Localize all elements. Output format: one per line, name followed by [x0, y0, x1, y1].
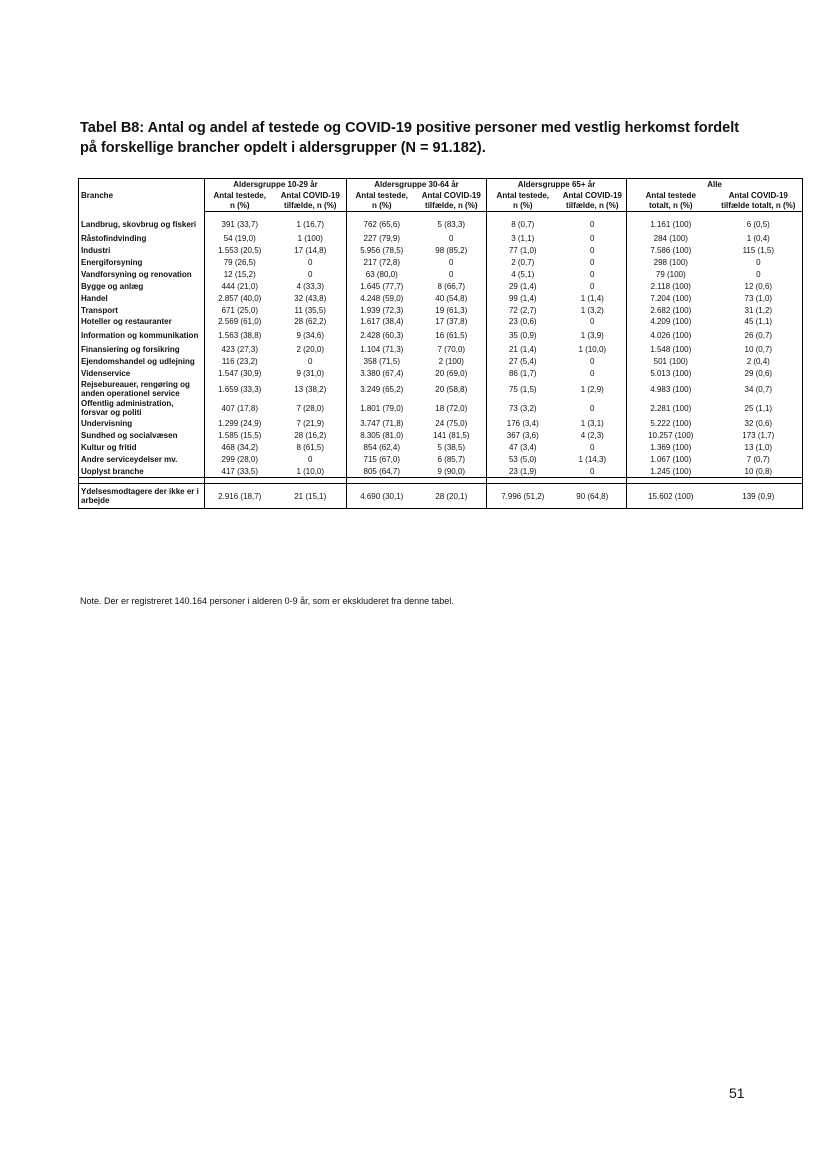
- value-cell: 367 (3,6): [487, 430, 559, 442]
- value-cell: 35 (0,9): [487, 328, 559, 344]
- value-cell: 28 (62,2): [294, 317, 327, 327]
- data-table: [78, 178, 803, 509]
- value-cell: 1.547 (30,9): [205, 368, 275, 380]
- value-cell: 2.916 (18,7): [205, 484, 275, 509]
- value-cell: 391 (33,7): [205, 217, 275, 233]
- value-cell: 54 (19,0): [205, 233, 275, 245]
- value-cell: 4.690 (30,1): [347, 484, 417, 509]
- value-cell: 7.996 (51,2): [487, 484, 559, 509]
- value-cell: 4.209 (100): [627, 316, 715, 328]
- value-cell: 4 (33,3): [296, 281, 325, 291]
- value-cell: 79 (100): [627, 269, 715, 281]
- value-cell: 99 (1,4): [487, 292, 559, 304]
- value-cell: 15.602 (100): [627, 484, 715, 509]
- value-cell: 4 (5,1): [487, 269, 559, 281]
- value-cell: 0: [590, 403, 595, 413]
- value-cell: 0: [449, 257, 454, 267]
- value-cell: 27 (5,4): [487, 356, 559, 368]
- value-cell: 13 (38,2): [294, 384, 327, 394]
- value-cell: 2 (0,7): [487, 257, 559, 269]
- table-row: [79, 292, 803, 304]
- value-cell: 3.249 (65,2): [347, 380, 417, 399]
- value-cell: 8 (0,7): [487, 217, 559, 233]
- value-cell: 20 (69,0): [435, 369, 468, 379]
- value-cell: 0: [590, 357, 595, 367]
- value-cell: 13 (1,0): [744, 442, 773, 452]
- value-cell: 1 (10,0): [275, 465, 347, 477]
- table-row: [79, 442, 803, 454]
- value-cell: 0: [590, 234, 595, 244]
- value-cell: 1 (100): [297, 234, 323, 244]
- value-cell: 6 (0,5): [746, 220, 770, 230]
- value-cell: 2.569 (61,0): [205, 316, 275, 328]
- value-cell: 32 (43,8): [294, 293, 327, 303]
- value-cell: 139 (0,9): [742, 491, 775, 501]
- value-cell: 10 (0,8): [715, 465, 803, 477]
- value-cell: 0: [559, 465, 627, 477]
- value-cell: 1.939 (72,3): [347, 304, 417, 316]
- col-header: Antal COVID-19: [421, 191, 481, 201]
- value-cell: 4.026 (100): [627, 328, 715, 344]
- value-cell: 21 (1,4): [487, 344, 559, 356]
- col-header: Antal COVID-19: [562, 191, 622, 201]
- value-cell: 2 (100): [438, 357, 464, 367]
- value-cell: 7 (70,0): [437, 345, 466, 355]
- value-cell: 1 (1,4): [580, 293, 604, 303]
- table-row: [79, 356, 803, 368]
- value-cell: 34 (0,7): [744, 384, 773, 394]
- branche-cell: Uoplyst branche: [79, 465, 205, 477]
- branche-cell: Rejsebureauer, rengøring og anden operationel service: [81, 379, 190, 399]
- value-cell: 854 (62,4): [347, 442, 417, 454]
- table-row: [79, 399, 803, 418]
- value-cell: 501 (100): [627, 356, 715, 368]
- table-row: [79, 368, 803, 380]
- value-cell: 5 (38,5): [437, 442, 466, 452]
- value-cell: 8 (66,7): [437, 281, 466, 291]
- value-cell: 75 (1,5): [487, 380, 559, 399]
- value-cell: 73 (3,2): [487, 399, 559, 418]
- branche-cell: Bygge og anlæg: [81, 281, 144, 291]
- col-header: Antal testede,: [205, 191, 275, 201]
- value-cell: 19 (61,3): [435, 305, 468, 315]
- value-cell: 2.428 (60,3): [347, 328, 417, 344]
- col-header: n (%): [205, 201, 275, 212]
- value-cell: 1.299 (24,9): [205, 418, 275, 430]
- value-cell: 671 (25,0): [205, 304, 275, 316]
- branche-cell: Ydelsesmodtagere der ikke er i arbejde: [81, 486, 199, 506]
- value-cell: 17 (37,8): [435, 317, 468, 327]
- value-cell: 5.013 (100): [627, 368, 715, 380]
- value-cell: 407 (17,8): [205, 399, 275, 418]
- value-cell: 10 (0,7): [744, 345, 773, 355]
- col-header: Antal testede,: [487, 191, 559, 201]
- value-cell: 0: [590, 257, 595, 267]
- value-cell: 0: [308, 257, 313, 267]
- table-row: [79, 233, 803, 245]
- value-cell: 0: [590, 220, 595, 230]
- branche-cell: Offentlig administration, forsvar og politi: [81, 398, 174, 418]
- value-cell: 298 (100): [627, 257, 715, 269]
- table-row: [79, 465, 803, 477]
- value-cell: 2.281 (100): [627, 399, 715, 418]
- value-cell: 0: [449, 234, 454, 244]
- col-header: tilfælde, n (%): [559, 201, 627, 212]
- col-header: tilfælde, n (%): [417, 201, 487, 212]
- value-cell: 141 (81,5): [433, 430, 470, 440]
- value-cell: 63 (80,0): [347, 269, 417, 281]
- value-cell: 12 (15,2): [205, 269, 275, 281]
- value-cell: 1.645 (77,7): [347, 281, 417, 293]
- col-header: Antal testede,: [347, 191, 417, 201]
- value-cell: 6 (85,7): [437, 454, 466, 464]
- value-cell: 29 (1,4): [487, 281, 559, 293]
- value-cell: 0: [590, 246, 595, 256]
- value-cell: 0: [590, 317, 595, 327]
- value-cell: 423 (27,3): [205, 344, 275, 356]
- value-cell: 21 (15,1): [294, 491, 327, 501]
- value-cell: 2.857 (40,0): [205, 292, 275, 304]
- value-cell: 4 (2,3): [580, 430, 604, 440]
- table-row: [79, 269, 803, 281]
- value-cell: 0: [590, 442, 595, 452]
- value-cell: 72 (2,7): [487, 304, 559, 316]
- branche-cell: Vandforsyning og renovation: [81, 269, 192, 279]
- value-cell: 1.104 (71,3): [347, 344, 417, 356]
- value-cell: 358 (71,5): [347, 356, 417, 368]
- branche-cell: Energiforsyning: [81, 257, 143, 267]
- col-header: tilfælde totalt, n (%): [715, 201, 803, 212]
- value-cell: 23 (1,9): [487, 465, 559, 477]
- value-cell: 1 (2,9): [580, 384, 604, 394]
- value-cell: 7.586 (100): [627, 245, 715, 257]
- value-cell: 1 (16,7): [296, 220, 325, 230]
- header-row-groups: [79, 179, 803, 192]
- value-cell: 1.563 (38,8): [205, 328, 275, 344]
- value-cell: 1 (10,0): [578, 345, 607, 355]
- branche-cell: Sundhed og socialvæsen: [81, 430, 178, 440]
- value-cell: 1.585 (15,5): [205, 430, 275, 442]
- branche-cell: Råstofindvinding: [81, 234, 147, 244]
- value-cell: 1 (14,3): [578, 454, 607, 464]
- group-header-alle: Alle: [627, 179, 803, 192]
- value-cell: 32 (0,6): [744, 418, 773, 428]
- branche-cell: Videnservice: [81, 369, 131, 379]
- value-cell: 5 (83,3): [437, 220, 466, 230]
- value-cell: 805 (64,7): [347, 465, 417, 477]
- branche-cell: Handel: [81, 293, 108, 303]
- value-cell: 1.548 (100): [627, 344, 715, 356]
- value-cell: 0: [308, 357, 313, 367]
- value-cell: 79 (26,5): [205, 257, 275, 269]
- table-title: Tabel B8: Antal og andel af testede og COVID-19 positive personer med vestlig herkomst fordelt på forskellige brancher opdelt i aldersgrupper (N = 91.182).: [80, 120, 740, 156]
- value-cell: 1.369 (100): [627, 442, 715, 454]
- value-cell: 40 (54,8): [435, 293, 468, 303]
- branche-cell: Hoteller og restauranter: [81, 317, 172, 327]
- value-cell: 17 (14,8): [294, 246, 327, 256]
- value-cell: 1.067 (100): [627, 453, 715, 465]
- value-cell: 86 (1,7): [487, 368, 559, 380]
- value-cell: 116 (23,2): [205, 356, 275, 368]
- value-cell: 8 (61,5): [296, 442, 325, 452]
- table-row: [79, 257, 803, 269]
- value-cell: 9 (34,6): [296, 331, 325, 341]
- value-cell: 77 (1,0): [487, 245, 559, 257]
- value-cell: 0: [590, 369, 595, 379]
- value-cell: 762 (65,6): [347, 217, 417, 233]
- table-row: [79, 328, 803, 344]
- branche-cell: Transport: [81, 305, 118, 315]
- value-cell: 0: [308, 269, 313, 279]
- branche-cell: Information og kommunikation: [81, 331, 199, 341]
- value-cell: 0: [308, 454, 313, 464]
- value-cell: 1 (3,2): [580, 305, 604, 315]
- value-cell: 2.682 (100): [627, 304, 715, 316]
- table-row: [79, 430, 803, 442]
- col-header: Antal testede: [627, 191, 715, 201]
- value-cell: 0: [756, 257, 761, 267]
- value-cell: 715 (67,0): [347, 453, 417, 465]
- col-header: tilfælde, n (%): [275, 201, 347, 212]
- group-header-65plus: Aldersgruppe 65+ år: [487, 179, 627, 192]
- value-cell: 1.659 (33,3): [205, 380, 275, 399]
- col-header: totalt, n (%): [627, 201, 715, 212]
- value-cell: 10.257 (100): [627, 430, 715, 442]
- value-cell: 24 (75,0): [435, 418, 468, 428]
- value-cell: 4.983 (100): [627, 380, 715, 399]
- value-cell: 1 (3,9): [580, 331, 604, 341]
- value-cell: 1.617 (38,4): [347, 316, 417, 328]
- value-cell: 7 (21,9): [296, 418, 325, 428]
- value-cell: 7.204 (100): [627, 292, 715, 304]
- value-cell: 173 (1,7): [742, 430, 775, 440]
- value-cell: 1 (0,4): [746, 234, 770, 244]
- value-cell: 9 (90,0): [417, 465, 487, 477]
- branche-cell: Undervisning: [81, 418, 133, 428]
- value-cell: 8.305 (81,0): [347, 430, 417, 442]
- value-cell: 18 (72,0): [435, 403, 468, 413]
- value-cell: 7 (0,7): [746, 454, 770, 464]
- table-note: Note. Der er registreret 140.164 personer i alderen 0-9 år, som er ekskluderet fra denne tabel.: [80, 596, 454, 606]
- branche-cell: Ejendomshandel og udlejning: [81, 357, 195, 367]
- col-header: n (%): [347, 201, 417, 212]
- value-cell: 299 (28,0): [205, 453, 275, 465]
- table-row: [79, 304, 803, 316]
- value-cell: 217 (72,8): [347, 257, 417, 269]
- value-cell: 1.245 (100): [627, 465, 715, 477]
- value-cell: 3.747 (71,8): [347, 418, 417, 430]
- value-cell: 0: [590, 269, 595, 279]
- value-cell: 28 (16,2): [294, 430, 327, 440]
- table-row: [79, 217, 803, 233]
- value-cell: 4.248 (59,0): [347, 292, 417, 304]
- table-row: [79, 281, 803, 293]
- value-cell: 25 (1,1): [744, 403, 773, 413]
- value-cell: 2 (20,0): [296, 345, 325, 355]
- value-cell: 444 (21,0): [205, 281, 275, 293]
- col-header: n (%): [487, 201, 559, 212]
- value-cell: 98 (85,2): [435, 246, 468, 256]
- value-cell: 284 (100): [627, 233, 715, 245]
- value-cell: 417 (33,5): [205, 465, 275, 477]
- value-cell: 1.801 (79,0): [347, 399, 417, 418]
- value-cell: 1 (3,1): [580, 418, 604, 428]
- value-cell: 0: [590, 281, 595, 291]
- value-cell: 73 (1,0): [744, 293, 773, 303]
- branche-cell: Andre serviceydelser mv.: [81, 454, 178, 464]
- value-cell: 2.118 (100): [627, 281, 715, 293]
- value-cell: 5.956 (78,5): [347, 245, 417, 257]
- value-cell: 9 (31,0): [296, 369, 325, 379]
- branche-cell: Finansiering og forsikring: [81, 345, 180, 355]
- group-header-10-29: Aldersgruppe 10-29 år: [205, 179, 347, 192]
- value-cell: 12 (0,6): [744, 281, 773, 291]
- page-number: 51: [729, 1085, 745, 1101]
- value-cell: 115 (1,5): [742, 246, 774, 256]
- value-cell: 1.553 (20,5): [205, 245, 275, 257]
- table-row: [79, 344, 803, 356]
- value-cell: 1.161 (100): [627, 217, 715, 233]
- value-cell: 11 (35,5): [294, 305, 326, 315]
- value-cell: 90 (64,8): [576, 491, 609, 501]
- group-header-30-64: Aldersgruppe 30-64 år: [347, 179, 487, 192]
- value-cell: 26 (0,7): [744, 331, 773, 341]
- value-cell: 0: [756, 269, 761, 279]
- value-cell: 3.380 (67,4): [347, 368, 417, 380]
- value-cell: 28 (20,1): [435, 491, 468, 501]
- value-cell: 23 (0,6): [487, 316, 559, 328]
- value-cell: 2 (0,4): [746, 357, 770, 367]
- col-header: Antal COVID-19: [280, 191, 340, 201]
- value-cell: 31 (1,2): [744, 305, 773, 315]
- value-cell: 5.222 (100): [627, 418, 715, 430]
- branche-cell: Landbrug, skovbrug og fiskeri: [81, 220, 197, 230]
- value-cell: 468 (34,2): [205, 442, 275, 454]
- branche-cell: Kultur og fritid: [81, 442, 137, 452]
- value-cell: 20 (58,8): [435, 384, 468, 394]
- value-cell: 3 (1,1): [487, 233, 559, 245]
- value-cell: 7 (28,0): [296, 403, 325, 413]
- value-cell: 47 (3,4): [487, 442, 559, 454]
- table-row: [79, 484, 803, 509]
- value-cell: 53 (5,0): [487, 453, 559, 465]
- table-row: [79, 418, 803, 430]
- value-cell: 0: [449, 269, 454, 279]
- col-header: Antal COVID-19: [728, 191, 788, 201]
- value-cell: 16 (61,5): [435, 331, 468, 341]
- table-row: [79, 453, 803, 465]
- table-row: [79, 316, 803, 328]
- header-branche: Branche: [81, 190, 114, 200]
- value-cell: 227 (79,9): [347, 233, 417, 245]
- table-row: [79, 380, 803, 399]
- value-cell: 45 (1,1): [744, 317, 773, 327]
- value-cell: 176 (3,4): [487, 418, 559, 430]
- table-row: [79, 245, 803, 257]
- value-cell: 29 (0,6): [744, 369, 773, 379]
- branche-cell: Industri: [81, 246, 111, 256]
